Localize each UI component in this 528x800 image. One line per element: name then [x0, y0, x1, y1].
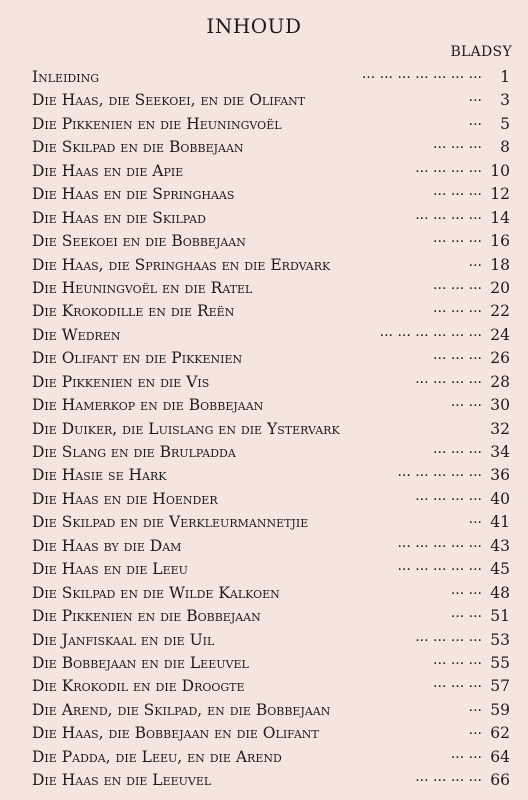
toc-entry-title: Die Skilpad en die Verkleurmannetjie	[32, 513, 309, 532]
toc-page-number: 3	[500, 91, 510, 110]
toc-page-number: 26	[490, 349, 510, 368]
toc-leader-dots: ... ... ...	[433, 347, 482, 364]
toc-entry-title: Die Haas en die Apie	[32, 161, 184, 180]
toc-entry-title: Die Haas en die Leeu	[32, 560, 188, 579]
toc-leader-dots: ... ... ...	[433, 441, 482, 457]
toc-entry-title: Die Skilpad en die Wilde Kalkoen	[32, 583, 280, 602]
toc-entry-title: Die Haas, die Bobbejaan en die Olifant	[32, 724, 319, 743]
toc-entry-title: Inleiding	[32, 68, 100, 86]
toc-leader-dots: ... ...	[450, 605, 482, 622]
toc-entry-title: Die Seekoei en die Bobbejaan	[32, 232, 246, 251]
toc-page-number: 30	[490, 396, 510, 415]
toc-entry-title: Die Haas, die Seekoei, en die Olifant	[32, 91, 306, 110]
toc-leader-dots: ... ... ... ...	[415, 628, 482, 645]
toc-leader-dots: ... ... ...	[433, 300, 482, 317]
toc-page-number: 55	[490, 653, 510, 672]
toc-leader-dots: ...	[468, 511, 482, 528]
toc-entry-title: Die Olifant en die Pikkenien	[32, 349, 243, 368]
toc-leader-dots: ... ... ... ... ...	[397, 534, 482, 551]
toc-page-number: 5	[500, 114, 510, 133]
toc-entry-title: Die Duiker, die Luislang en die Ystervark	[32, 419, 340, 438]
toc-leader-dots: ... ... ...	[433, 183, 482, 200]
toc-entry-title: Die Pikkenien en die Bobbejaan	[32, 607, 261, 626]
toc-leader-dots: ... ... ... ...	[415, 769, 482, 786]
toc-entry-title: Die Pikkenien en die Heuningvoël	[32, 114, 282, 133]
toc-entry-title: Die Haas en die Springhaas	[32, 185, 235, 204]
toc-leader-dots: ... ... ...	[433, 136, 482, 153]
toc-page-number: 24	[490, 325, 510, 344]
toc-entry-title: Die Haas en die Leeuvel	[32, 771, 212, 790]
toc-leader-dots: ... ...	[450, 745, 482, 762]
toc-entry	[32, 89, 510, 112]
toc-entry-title: Die Krokodil en die Droogte	[32, 677, 245, 696]
toc-page-number: 53	[490, 630, 510, 649]
toc-leader-dots: ... ...	[450, 394, 482, 411]
toc-page-number: 14	[490, 208, 510, 227]
toc-leader-dots: ... ... ... ... ...	[397, 558, 482, 575]
toc-entry-title: Die Haas, die Springhaas en die Erdvark	[32, 255, 331, 274]
toc-leader-dots: ... ... ... ... ... ...	[379, 323, 482, 340]
toc-entry-title: Die Hasie se Hark	[32, 466, 167, 485]
table-of-contents	[32, 66, 510, 793]
toc-entry	[32, 66, 510, 89]
toc-page-number: 22	[490, 302, 510, 321]
toc-entry-title: Die Heuningvoël en die Ratel	[32, 278, 253, 297]
toc-entry-title: Die Slang en die Brulpadda	[32, 443, 236, 461]
toc-leader-dots: ... ... ... ... ...	[397, 464, 482, 481]
toc-page-number: 32	[490, 419, 510, 438]
toc-page-number: 51	[490, 607, 510, 626]
toc-leader-dots: ... ... ... ...	[415, 370, 482, 387]
toc-entry	[32, 488, 510, 511]
toc-entry-title: Die Padda, die Leeu, en die Arend	[32, 747, 282, 766]
toc-leader-dots: ... ... ... ...	[415, 487, 482, 504]
toc-leader-dots: ... ... ...	[433, 675, 482, 692]
toc-entry-title: Die Haas en die Hoender	[32, 489, 218, 508]
toc-leader-dots: ... ...	[450, 581, 482, 598]
toc-entry-title: Die Bobbejaan en die Leeuvel	[32, 653, 249, 672]
toc-entry	[32, 371, 510, 394]
toc-page-number: 41	[490, 513, 510, 532]
toc-entry-title: Die Haas by die Dam	[32, 536, 182, 555]
toc-page-number: 1	[500, 68, 510, 86]
toc-entry	[32, 394, 510, 417]
toc-entry-title: Die Skilpad en die Bobbejaan	[32, 138, 244, 157]
toc-page-number: 66	[490, 771, 510, 790]
toc-page-number: 16	[490, 232, 510, 251]
toc-page-number: 18	[490, 255, 510, 274]
toc-page-number: 43	[490, 536, 510, 555]
toc-page-number: 45	[490, 560, 510, 579]
toc-leader-dots: ... ... ... ... ... ... ...	[361, 66, 482, 82]
toc-page-number: 12	[490, 185, 510, 204]
toc-leader-dots: ... ... ... ...	[415, 206, 482, 223]
toc-page-number: 62	[490, 724, 510, 743]
toc-page-number: 28	[490, 372, 510, 391]
page-column-label: BLADSY	[450, 44, 512, 60]
toc-entry	[32, 699, 510, 722]
toc-page-number: 20	[490, 278, 510, 297]
toc-entry	[32, 558, 510, 581]
toc-entry	[32, 230, 510, 253]
toc-leader-dots: ...	[468, 698, 482, 715]
toc-page-number: 59	[490, 700, 510, 719]
page-title: INHOUD	[206, 14, 302, 38]
toc-leader-dots: ...	[468, 89, 482, 106]
toc-entry-title: Die Janfiskaal en die Uil	[32, 630, 215, 649]
toc-entry	[32, 769, 510, 792]
toc-entry-title: Die Krokodille en die Reën	[32, 302, 235, 321]
toc-leader-dots: ... ... ...	[433, 276, 482, 293]
toc-page-number: 8	[500, 138, 510, 157]
toc-leader-dots: ... ... ... ...	[415, 159, 482, 176]
toc-leader-dots: ...	[468, 722, 482, 739]
toc-entry-title: Die Pikkenien en die Vis	[32, 372, 210, 391]
toc-page-number: 57	[490, 677, 510, 696]
toc-leader-dots: ...	[468, 253, 482, 270]
toc-page-number: 40	[490, 489, 510, 508]
toc-entry	[32, 582, 510, 605]
toc-entry	[32, 675, 510, 698]
toc-entry-title: Die Hamerkop en die Bobbejaan	[32, 396, 264, 415]
toc-leader-dots: ... ... ...	[433, 651, 482, 668]
toc-page-number: 10	[490, 161, 510, 180]
toc-entry-title: Die Haas en die Skilpad	[32, 208, 206, 227]
toc-leader-dots: ...	[468, 112, 482, 129]
toc-page-number: 48	[490, 583, 510, 602]
toc-page-number: 64	[490, 747, 510, 766]
toc-entry-title: Die Wedren	[32, 325, 121, 344]
toc-page-number: 34	[490, 443, 510, 461]
toc-entry-title: Die Arend, die Skilpad, en die Bobbejaan	[32, 700, 331, 719]
toc-leader-dots: ... ... ...	[433, 230, 482, 247]
toc-page-number: 36	[490, 466, 510, 485]
toc-entry	[32, 722, 510, 745]
